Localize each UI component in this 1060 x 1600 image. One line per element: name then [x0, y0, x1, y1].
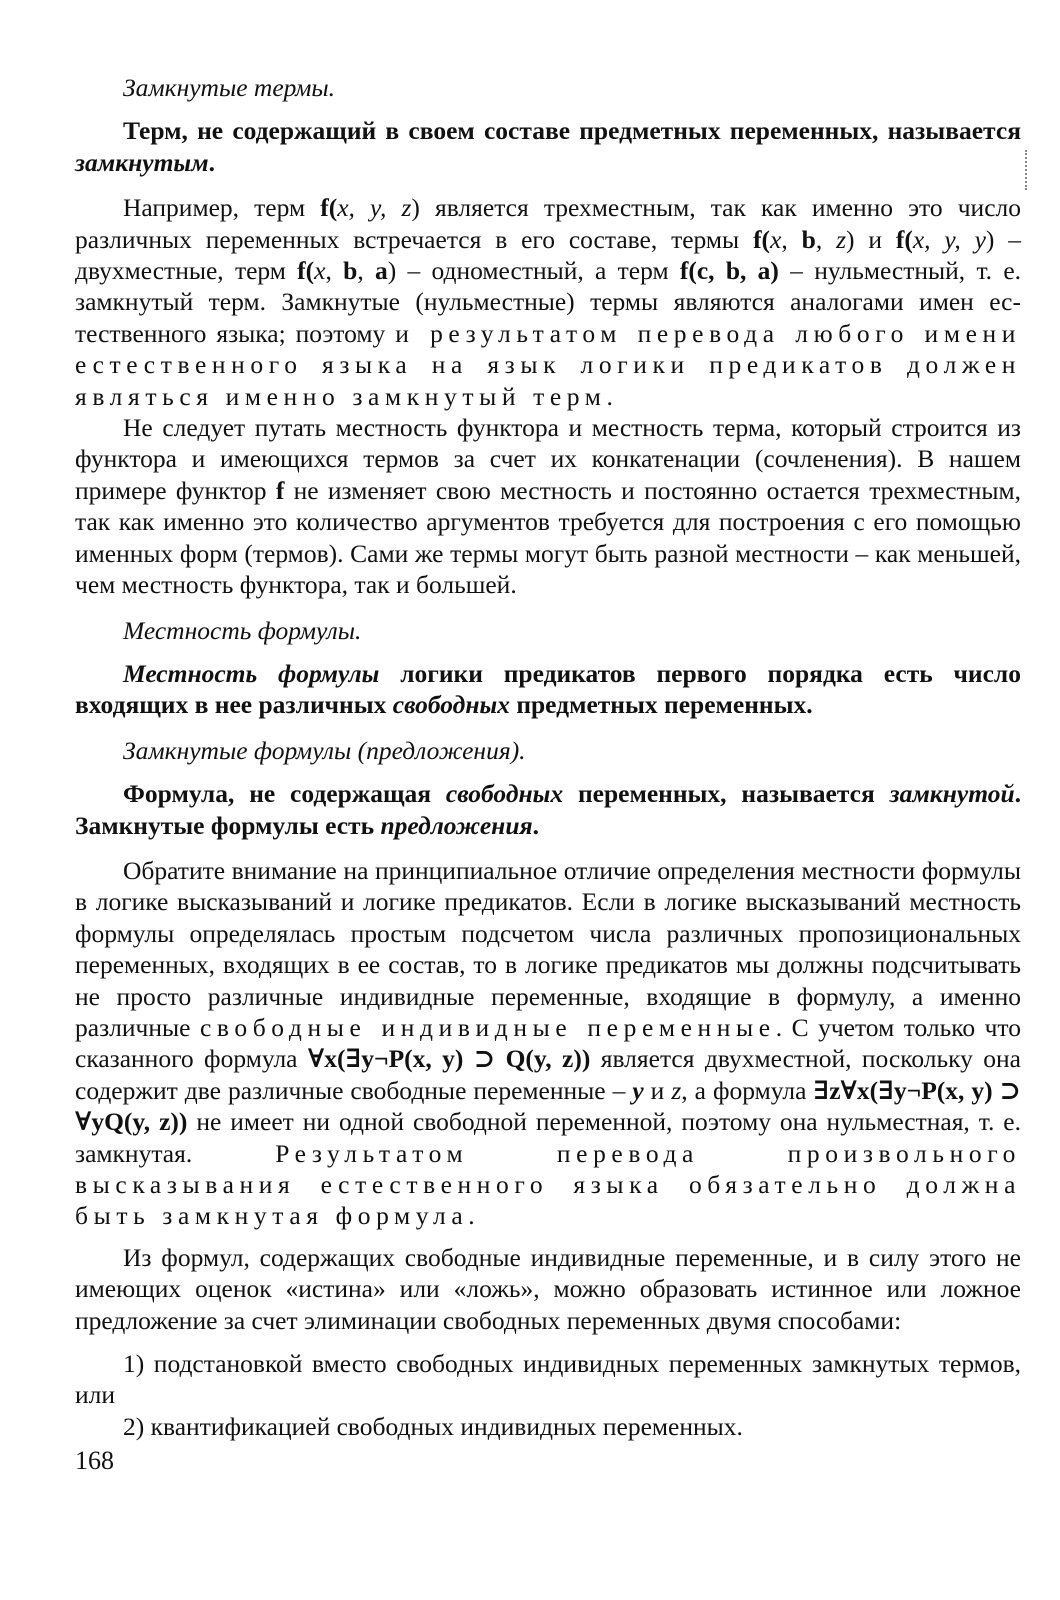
definition-closed-term: Терм, не содержащий в своем составе предметных переменных, называется замкнутым.: [75, 116, 1021, 177]
list-item: 2) квантификацией свободных индивидных переменных.: [123, 1411, 743, 1441]
paragraph-elimination: Из формул, содержащих свободные индивидные переменные, и в силу этого не имеющих оценок «истина» или «ложь», можно образовать истинное или ложное предложение за счет элиминации свободных переменных двумя способами:: [75, 1242, 1021, 1335]
page-number: 168: [75, 1446, 114, 1475]
page-text-column: [75, 72, 1021, 1442]
formula-closed: ∃z∀x(∃y¬P(x, y) ⊃ ∀yQ(y, z)): [75, 1075, 1021, 1137]
subheading-closed-terms: Замкнутые термы.: [123, 73, 336, 102]
list-item: 1) подстановкой вместо свободных индивидных переменных замкнутых термов, или: [75, 1349, 1021, 1410]
subheading-closed-formulas: Замкнутые формулы (предложения).: [123, 735, 526, 765]
paragraph-arity-comparison: Обратите внимание на принципиальное отличие определения местности формулы в логике высказываний и логике предикатов. Если в логике высказываний местность формулы определялась простым подсчетом числа различных пропозициональных переменных, входящих в ее состав, то в логике предикатов мы должны подсчитывать не просто различные индивидные переменные, входящие в формулу, а именно различные свободные индивидные переменные. С учетом только что сказанного формула ∀x(∃y¬P(x, y) ⊃ Q(y, z)) является двухместной, поскольку она содержит две различные свободные переменные – y и z, а формула ∃z∀x(∃y¬P(x, y) ⊃ ∀yQ(y, z)) не имеет ни одной свободной переменной, поэтому она нульместная, т. е. замкнутая. Результатом перевода произвольного высказывания естественного языка обязательно должна быть замкнутая формула.: [75, 855, 1021, 1231]
definition-closed-formula: Формула, не содержащая свободных переменных, называется замкнутой. Замкнутые формулы есть предложения.: [75, 779, 1021, 840]
scan-artifact: [1025, 150, 1029, 190]
paragraph-functor-vs-term-arity: Не следует путать местность функтора и местность терма, который строится из функтора и имеющихся термов за счет их конкатенации (сочленения). В нашем примере функтор f не изменяет свою местность и постоянно остается трехместным, так как именно это количество аргументов требуется для построения с его помощью именных форм (термов). Сами же термы могут быть разной местности – как меньшей, чем местность функтора, так и большей.: [75, 413, 1021, 600]
definition-formula-arity: Местность формулы логики предикатов первого порядка есть число входящих в нее различных свободных предметных переменных.: [75, 658, 1021, 720]
paragraph-term-arity-example: Например, терм f(x, y, z) является трехместным, так как именно это число различных переменных встречается в его составе, термы f(x, b, z) и f(x, y, y) – двухместные, терм f(x, b, a) – одноместный, а терм f(c, b, a) – нульместный, т. е. замкнутый терм. Замкнутые (нульместные) термы являются аналогами имен естественного языка; поэтому и результатом перевода любого имени естественного языка на язык логики предикатов должен являться именно замкнутый терм.: [75, 193, 1022, 411]
subheading-formula-arity: Местность формулы.: [123, 615, 362, 645]
formula-two-place: ∀x(∃y¬P(x, y) ⊃ Q(y, z)): [307, 1044, 591, 1074]
